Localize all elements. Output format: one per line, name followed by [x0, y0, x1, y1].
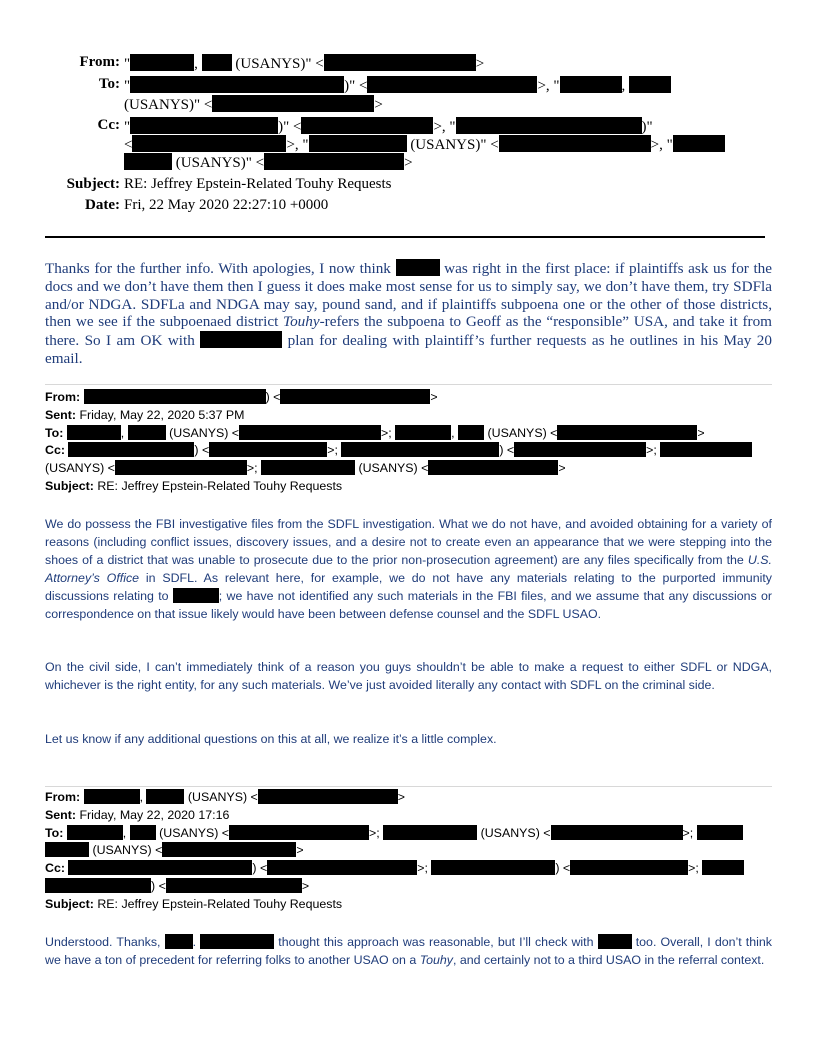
message-1-text: -refers the subpoena to Geoff as the “responsible” USA, and take it from there. So I am OK with	[45, 313, 772, 350]
redaction	[162, 842, 296, 857]
message-1-text: plan for dealing with plaintiff’s further requests as he outlines in his May 20 email.	[45, 332, 772, 367]
redaction	[383, 825, 477, 840]
redaction	[456, 117, 642, 134]
redaction	[124, 153, 172, 170]
date-label: Date:	[85, 197, 120, 213]
redaction	[130, 825, 156, 840]
redaction	[261, 460, 355, 475]
redaction	[264, 153, 404, 170]
redaction	[200, 331, 282, 348]
message-1-text: Thanks for the further info. With apologies, I now think	[45, 260, 391, 277]
redaction	[67, 825, 123, 840]
redaction	[660, 442, 752, 457]
redaction	[697, 825, 743, 840]
message-2-paragraph-2: On the civil side, I can’t immediately think of a reason you guys shouldn’t be able to make a request to either SDFL or NDGA, whichever is the right entity, for any such materials. We’ve just avoided literally any contact with SDFL on the criminal side.	[45, 660, 772, 692]
redaction	[130, 54, 194, 71]
message-2-paragraph-1: We do possess the FBI investigative files from the SDFL investigation. What we do not have, and avoided obtaining for a variety of reasons (including conflict issues, discovery issues, and a desire not to create even an appearance that we were stepping into the shoes of a district that was unable to prosecute due to the prior non-prosecution agreement) are any files specifically from the U.S. Attorney’s Office in SDFL. As relevant here, for example, we do not have any materials relating to the purported immunity discussions relating to ; we have not identified any such materials in the FBI files, and we assume that any discussions or correspondence on that issue likely would have been between defense counsel and the SDFL USAO.	[45, 517, 772, 621]
from-label: From:	[79, 54, 120, 70]
from-value: " , (USANYS)" < >	[124, 56, 485, 72]
redaction	[200, 934, 274, 949]
redaction	[84, 789, 140, 804]
redaction	[68, 860, 252, 875]
redaction	[598, 934, 632, 949]
redaction	[267, 860, 417, 875]
message-3-sent: Sent: Friday, May 22, 2020 17:16	[45, 807, 230, 822]
cc-org-2: (USANYS)"	[175, 155, 252, 171]
redaction	[557, 425, 697, 440]
redaction	[67, 425, 121, 440]
usao-italic: U.S. Attorney’s Office	[45, 553, 772, 585]
redaction	[673, 135, 725, 152]
cc-value: " )" < >, " )"	[124, 119, 653, 135]
redaction	[258, 789, 398, 804]
redaction	[629, 76, 671, 93]
message-2-from: From: ) < >	[45, 390, 438, 404]
redaction	[130, 76, 344, 93]
message-2-cc: Cc: ) < >; ) < >;	[45, 442, 775, 460]
message-3-to: To: , (USANYS) < >; (USANYS) < >;	[45, 825, 775, 843]
redaction	[341, 442, 499, 457]
message-1-body	[45, 259, 772, 368]
to-label: To:	[98, 76, 120, 92]
subject-label: Subject:	[66, 176, 120, 192]
touhy-italic: Touhy	[419, 953, 454, 967]
message-2-paragraph-3: Let us know if any additional questions on this at all, we realize it’s a little complex.	[45, 732, 497, 746]
message-separator	[45, 384, 772, 385]
redaction	[551, 825, 683, 840]
message-2-subject: Subject: RE: Jeffrey Epstein-Related Touhy Requests	[45, 478, 343, 493]
redaction	[428, 460, 558, 475]
redaction	[367, 76, 537, 93]
cc-label: Cc:	[97, 117, 120, 133]
redaction	[68, 442, 194, 457]
message-2-cc-2: (USANYS) < >; (USANYS) < >	[45, 461, 566, 476]
header-cc-row-3: (USANYS)" < >	[124, 153, 413, 172]
redaction	[173, 588, 219, 603]
redaction	[570, 860, 688, 875]
redaction	[130, 117, 278, 134]
redaction	[396, 259, 440, 276]
redaction	[239, 425, 381, 440]
redaction	[209, 442, 327, 457]
message-1-text: was right in the first place: if plaintiffs ask us for the docs and we don’t have them then I guess it does make most sense for us to simply say, we don’t have them, try SDFla and/or NDGA. SDFLa and NDGA may say, pound sand, and if plaintiffs subpoena one or the other of those districts, then we see if the subpoenaed district	[45, 260, 772, 331]
redaction	[212, 95, 374, 112]
subject-value: RE: Jeffrey Epstein-Related Touhy Requests	[124, 176, 392, 192]
message-3-cc-2: ) < >	[45, 878, 775, 896]
redaction	[45, 842, 89, 857]
redaction	[165, 934, 193, 949]
message-3-header	[45, 789, 775, 914]
header-divider	[45, 236, 765, 238]
redaction	[84, 389, 266, 404]
header-to-row-2: (USANYS)" < >	[124, 97, 383, 113]
header-cc-row-2: < >, " (USANYS)" < >, "	[124, 135, 725, 154]
date-value: Fri, 22 May 2020 22:27:10 +0000	[124, 197, 329, 213]
redaction	[229, 825, 369, 840]
message-3-cc: Cc: ) < >; ) < >;	[45, 860, 775, 878]
redaction	[45, 878, 151, 893]
message-2-to: To: , (USANYS) < >; , (USANYS) < >	[45, 425, 705, 440]
cc-org-1: (USANYS)"	[410, 137, 487, 153]
redaction	[166, 878, 302, 893]
message-3-subject: Subject: RE: Jeffrey Epstein-Related Touhy Requests	[45, 896, 343, 911]
redaction	[431, 860, 555, 875]
redaction	[458, 425, 484, 440]
redaction	[280, 389, 430, 404]
redaction	[146, 789, 184, 804]
to-org: (USANYS)"	[124, 97, 201, 113]
redaction	[202, 54, 232, 71]
redaction	[514, 442, 646, 457]
message-3-paragraph-1: Understood. Thanks, . thought this approach was reasonable, but I’ll check with too. Overall, I don’t think we have a ton of precedent for referring folks to another USAO on a Touhy, and certainly not to a third USAO in the referral context.	[45, 935, 772, 967]
to-value: " )" < >, " ,	[124, 76, 671, 95]
from-org: (USANYS)"	[235, 56, 312, 72]
redaction	[301, 117, 433, 134]
message-separator	[45, 786, 772, 787]
redaction	[499, 135, 651, 152]
message-3-from: From: , (USANYS) < >	[45, 790, 406, 804]
touhy-italic: Touhy	[283, 313, 320, 331]
redaction	[395, 425, 451, 440]
redaction	[309, 135, 407, 152]
redaction	[115, 460, 247, 475]
message-3-to-2: (USANYS) < >	[45, 842, 775, 860]
redaction	[560, 76, 622, 93]
message-2-sent: Sent: Friday, May 22, 2020 5:37 PM	[45, 407, 245, 422]
redaction	[132, 135, 286, 152]
redaction	[324, 54, 476, 71]
redaction	[702, 860, 744, 875]
message-2-header	[45, 389, 775, 496]
redaction	[128, 425, 166, 440]
